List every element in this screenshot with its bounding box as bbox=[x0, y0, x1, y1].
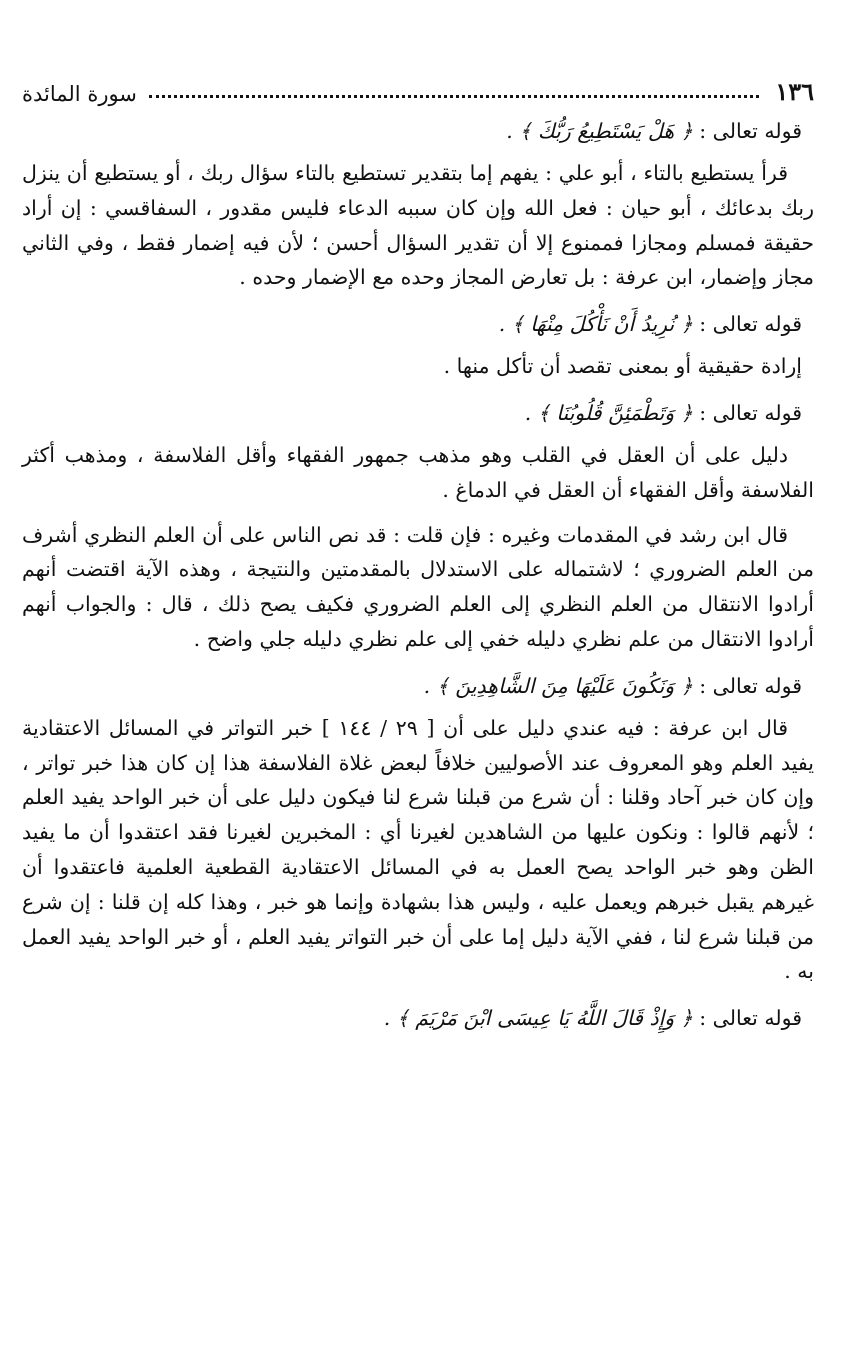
commentary-paragraph: إرادة حقيقية أو بمعنى تقصد أن تأكل منها . bbox=[443, 354, 802, 379]
commentary-paragraph: دليل على أن العقل في القلب وهو مذهب جمهور الفقهاء وأقل الفلاسفة ، ومذهب أكثر الفلاسفة وأقل الفقهاء أن العقل في الدماغ . bbox=[22, 442, 814, 502]
commentary-paragraph: قال ابن رشد في المقدمات وغيره : فإن قلت : قد نص الناس على أن العلم النظري أشرف من العلم الضروري ؛ لاشتماله على الاستدلال بالمقدمتين والنتيجة ، وهذه الآية اقتضت أنهم أرادوا الانتقال من العلم النظري إلى العلم الضروري فكيف يصح ذلك ، قال : والجواب أنهم أرادوا الانتقال من علم نظري دليله خفي إلى علم نظري دليله جلي واضح . bbox=[22, 522, 814, 651]
quran-verse: ﴿ هَلْ يَسْتَطِيعُ رَبُّكَ ﴾ . bbox=[506, 119, 693, 143]
running-header bbox=[22, 70, 814, 106]
heading-prefix: قوله تعالى : bbox=[699, 673, 802, 698]
book-page bbox=[22, 70, 814, 1043]
page-number: ١٣٦ bbox=[775, 77, 814, 106]
heading-prefix: قوله تعالى : bbox=[699, 119, 802, 143]
page-content bbox=[22, 112, 814, 1037]
heading-prefix: قوله تعالى : bbox=[699, 1006, 802, 1031]
verse-heading bbox=[22, 394, 802, 432]
verse-heading bbox=[22, 305, 802, 343]
heading-prefix: قوله تعالى : bbox=[699, 312, 802, 337]
verse-heading bbox=[22, 112, 802, 150]
quran-verse: ﴿ وَإِذْ قَالَ اللَّهُ يَا عِيسَى ابْنَ مَرْيَمَ ﴾ . bbox=[383, 1006, 693, 1031]
heading-prefix: قوله تعالى : bbox=[699, 400, 802, 425]
commentary-paragraph: قرأ يستطيع بالتاء ، أبو علي : يفهم إما بتقدير تستطيع بالتاء سؤال ربك ، أو يستطيع أن ينزل ربك بدعائك ، أبو حيان : فعل الله وإن كان سببه الدعاء فليس مقدور ، السفاقسي : إن أراد حقيقة فمسلم ومجازا فممنوع إلا أن تقدير السؤال أحسن ؛ لأن فيه إضمار فقط ، وفي الثاني مجاز وإضمار، ابن عرفة : بل تعارض المجاز وحده مع الإضمار وحده . bbox=[22, 161, 814, 290]
verse-heading bbox=[22, 999, 802, 1037]
commentary-paragraph: قال ابن عرفة : فيه عندي دليل على أن [ ٢٩ / ١٤٤ ] خبر التواتر في المسائل الاعتقادية يفيد العلم وهو المعروف عند الأصوليين خلافاً لبعض غلاة الفلاسفة هذا إن كان هذا خبر تواتر ، وإن كان خبر آحاد وقلنا : أن شرع من قبلنا شرع لنا فيكون دليل على أن خبر الواحد يفيد العلم ؛ لأنهم قالوا : ونكون عليها من الشاهدين لغيرنا أي : المخبرين لغيرنا فقد اعتقدوا أن ما يفيد الظن وهو خبر الواحد يصح العمل به في المسائل الاعتقادية القطعية العلمية فاعتقدوا أن غيرهم يقبل خبرهم ويعمل عليه ، وليس هذا بشهادة وإنما هو خبر ، وهذا كله إن قلنا : إن شرع من قبلنا شرع لنا ، ففي الآية دليل إما على أن خبر التواتر يفيد العلم ، أو خبر الواحد يفيد العمل به . bbox=[22, 715, 814, 984]
quran-verse: ﴿ نُرِيدُ أَنْ نَأْكُلَ مِنْهَا ﴾ . bbox=[498, 312, 693, 337]
surah-name: سورة المائدة bbox=[22, 82, 137, 106]
quran-verse: ﴿ وَنَكُونَ عَلَيْهَا مِنَ الشَّاهِدِينَ ﴾ . bbox=[423, 673, 693, 698]
header-dotted-leader bbox=[149, 95, 759, 98]
quran-verse: ﴿ وَتَطْمَئِنَّ قُلُوبُنَا ﴾ . bbox=[524, 400, 693, 425]
verse-heading bbox=[22, 667, 802, 705]
